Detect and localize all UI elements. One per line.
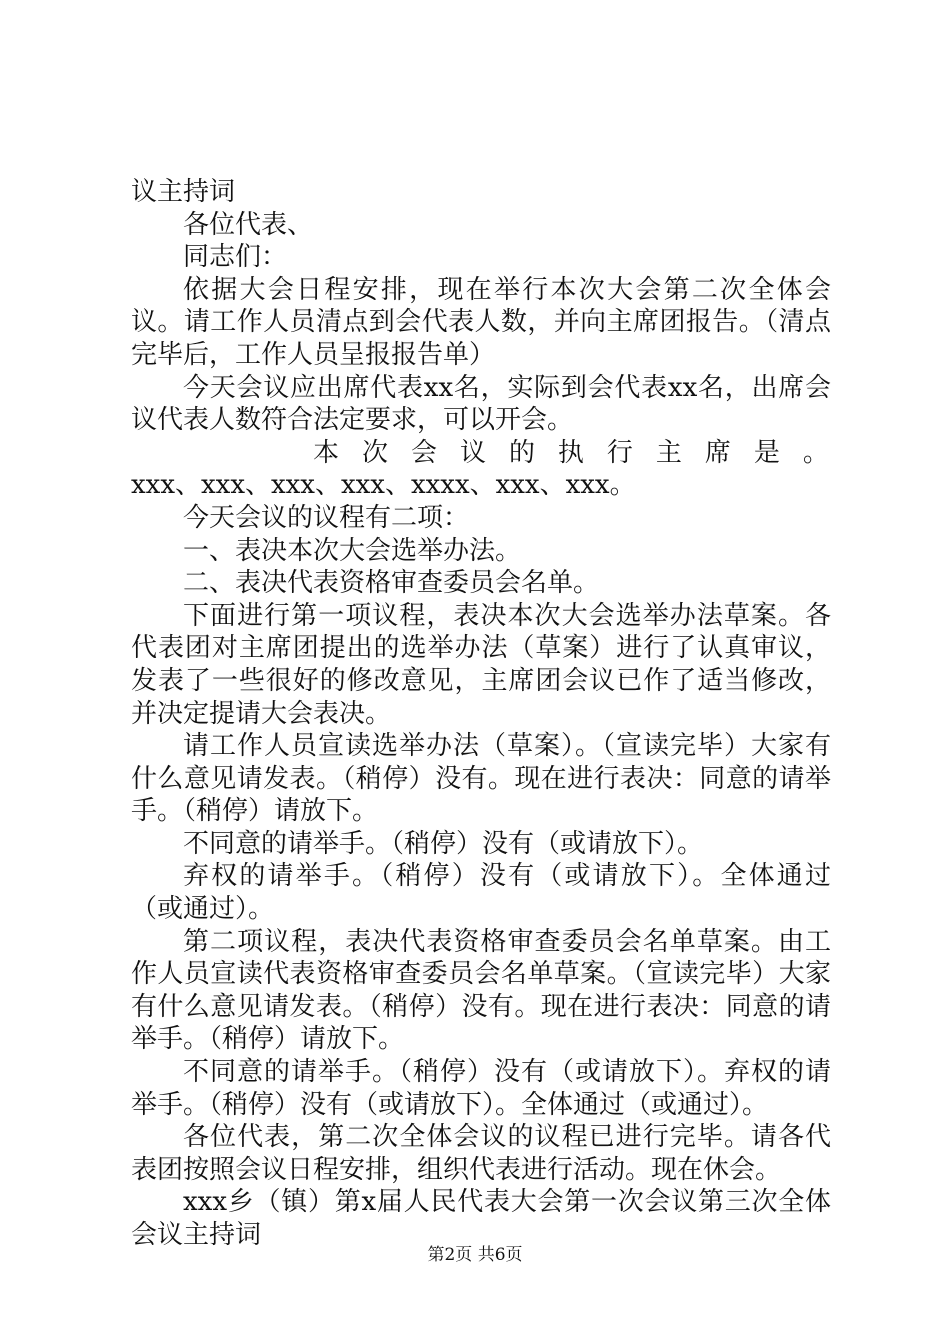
spread-char: 主 bbox=[655, 437, 682, 468]
salutation-delegates: 各位代表、 bbox=[183, 209, 314, 240]
paragraph-presidium-line bbox=[131, 437, 831, 470]
spread-char: 。 bbox=[802, 437, 829, 468]
agenda-item-1: 一、表决本次大会选举办法。 bbox=[183, 535, 522, 566]
paragraph-presidium-names: xxx、xxx、xxx、xxx、xxxx、xxx、xxx。 bbox=[131, 470, 636, 501]
spread-char: 次 bbox=[361, 437, 388, 468]
paragraph-first-item: 下面进行第一项议程，表决本次大会选举办法草案。各代表团对主席团提出的选举办法（草案）进行了认真审议，发表了一些很好的修改意见，主席团会议已作了适当修改，并决定提请大会表决。 bbox=[131, 600, 831, 729]
spread-char: 议 bbox=[459, 437, 486, 468]
salutation-comrades: 同志们： bbox=[183, 242, 288, 273]
spread-char: 本 bbox=[313, 437, 340, 468]
next-section-title: xxx乡（镇）第x届人民代表大会第一次会议第三次全体会议主持词 bbox=[131, 1187, 831, 1250]
paragraph-first-oppose: 不同意的请举手。（稍停）没有（或请放下）。 bbox=[183, 828, 704, 859]
spread-char: 的 bbox=[508, 437, 535, 468]
spread-char: 是 bbox=[753, 437, 780, 468]
spread-char: 行 bbox=[606, 437, 633, 468]
paragraph-first-abstain: 弃权的请举手。（稍停）没有（或请放下）。全体通过（或通过）。 bbox=[131, 861, 831, 925]
paragraph-first-vote: 请工作人员宣读选举办法（草案）。（宣读完毕）大家有什么意见请发表。（稍停）没有。现在进行表决：同意的请举手。（稍停）请放下。 bbox=[131, 731, 831, 827]
paragraph-opening: 依据大会日程安排，现在举行本次大会第二次全体会议。请工作人员清点到会代表人数，并向主席团报告。（清点完毕后，工作人员呈报报告单） bbox=[131, 274, 831, 370]
heading-continuation: 议主持词 bbox=[131, 177, 236, 207]
page-footer: 第2页 共6页 bbox=[427, 1245, 523, 1265]
paragraph-second-oppose: 不同意的请举手。（稍停）没有（或请放下）。弃权的请举手。（稍停）没有（或请放下）。全体通过（或通过）。 bbox=[131, 1057, 831, 1120]
spread-char: 执 bbox=[557, 437, 584, 468]
spread-char: 席 bbox=[704, 437, 731, 468]
paragraph-second-item: 第二项议程，表决代表资格审查委员会名单草案。由工作人员宣读代表资格审查委员会名单草案。（宣读完毕）大家有什么意见请发表。（稍停）没有。现在进行表决：同意的请举手。（稍停）请放下。 bbox=[131, 926, 831, 1055]
paragraph-attendance: 今天会议应出席代表xx名，实际到会代表xx名，出席会议代表人数符合法定要求，可以开会。 bbox=[131, 372, 831, 436]
paragraph-agenda-intro: 今天会议的议程有二项： bbox=[183, 502, 470, 533]
agenda-item-2: 二、表决代表资格审查委员会名单。 bbox=[183, 568, 600, 599]
document-body bbox=[131, 176, 831, 1252]
spread-char: 会 bbox=[410, 437, 437, 468]
paragraph-closing: 各位代表，第二次全体会议的议程已进行完毕。请各代表团按照会议日程安排，组织代表进行活动。现在休会。 bbox=[131, 1122, 831, 1185]
